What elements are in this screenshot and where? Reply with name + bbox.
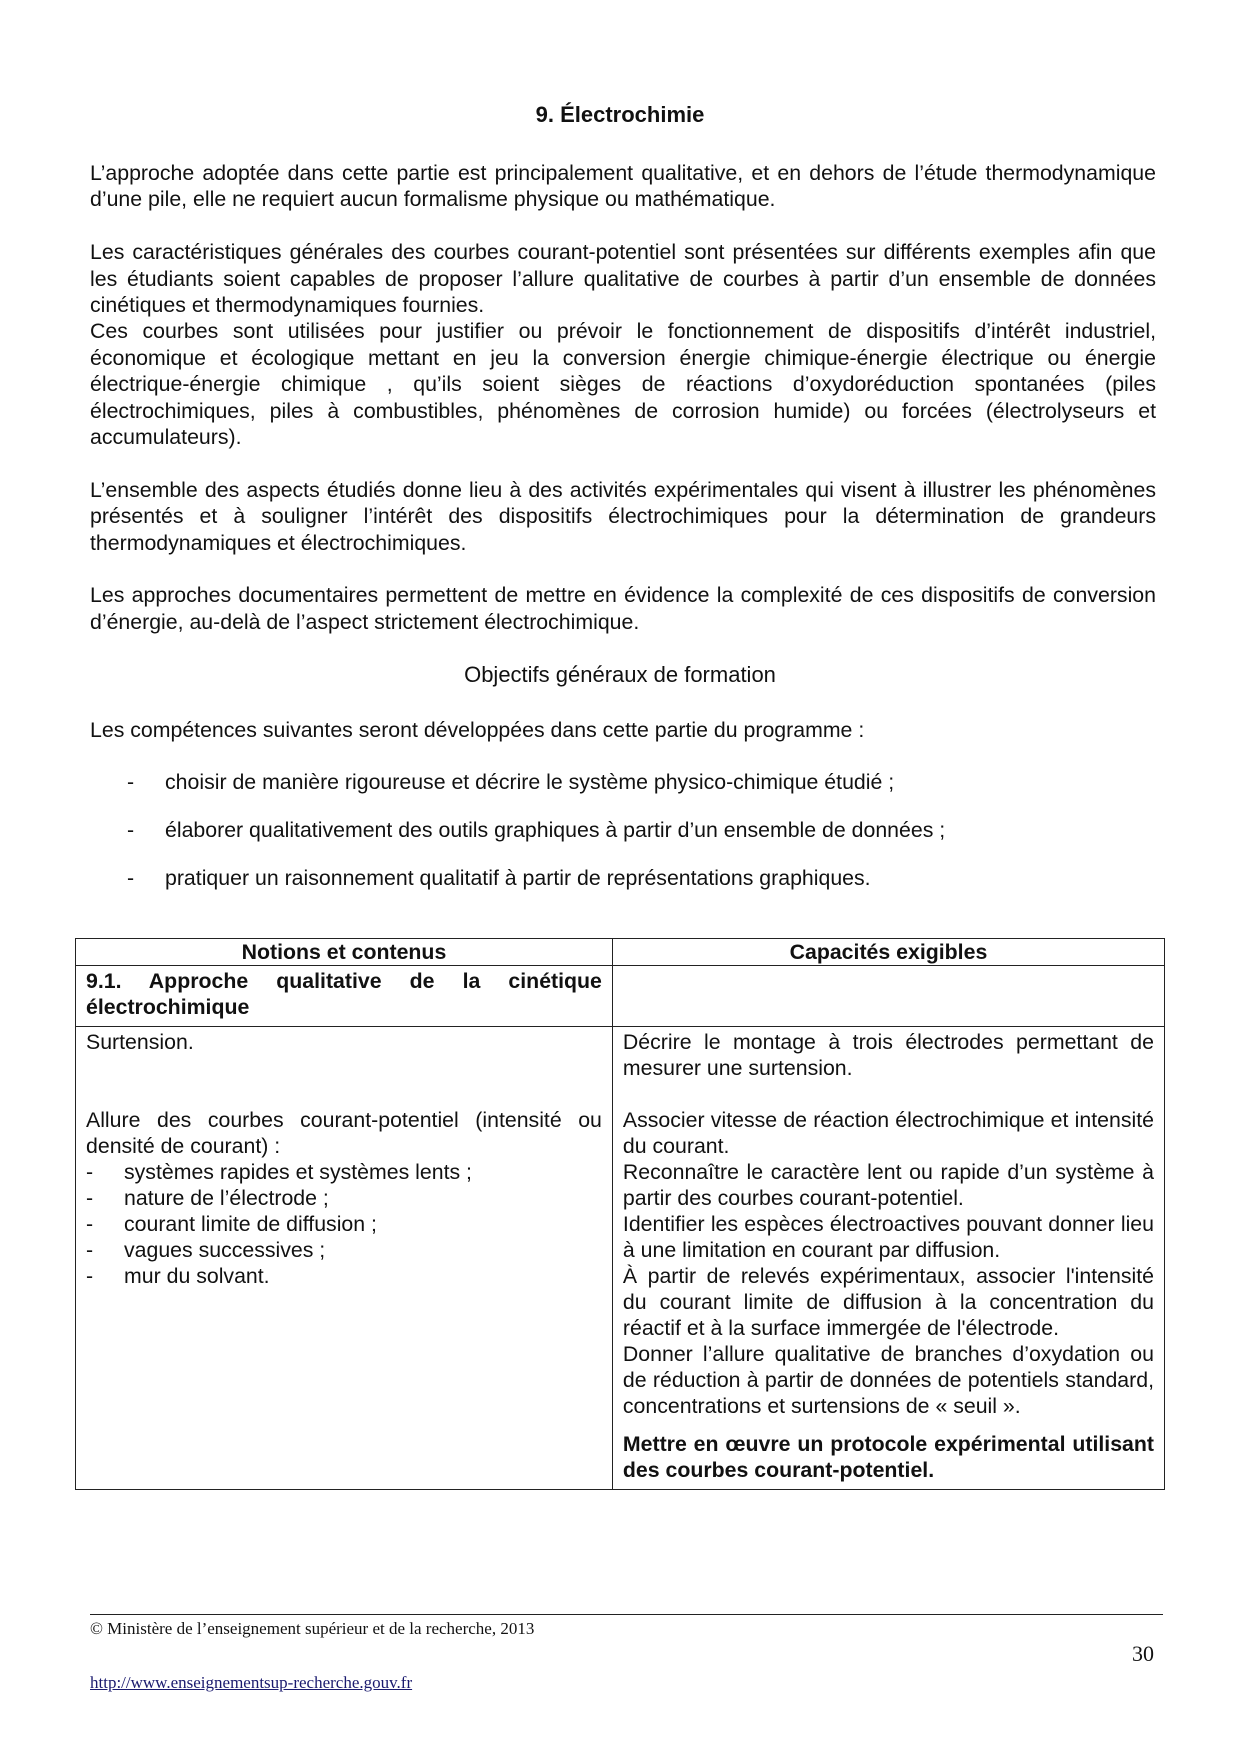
page-number: 30 bbox=[1132, 1641, 1154, 1666]
table-section-row bbox=[76, 966, 1165, 1027]
paragraph-experimental: L’ensemble des aspects étudiés donne lieu à des activités expérimentales qui visent à illustrer les phénomènes présentés et à souligner l’intérêt des dispositifs électrochimiques pour la détermination de grandeurs thermodynamiques et électrochimiques. bbox=[90, 477, 1156, 555]
paragraph-documentary: Les approches documentaires permettent de mettre en évidence la complexité de ces dispositifs de conversion d’énergie, au-delà de l’aspect strictement électrochimique. bbox=[90, 583, 1156, 634]
list-item: - mur du solvant. bbox=[86, 1264, 270, 1288]
list-item: - élaborer qualitativement des outils graphiques à partir d’un ensemble de données ; bbox=[127, 818, 946, 842]
capacity-item: Donner l’allure qualitative de branches d’oxydation ou de réduction à partir de données de potentiels standard, concentrations et surtensions de « seuil ». bbox=[622, 1342, 1154, 1418]
paragraph-approach: L’approche adoptée dans cette partie est principalement qualitative, et en dehors de l’étude thermodynamique d’une pile, elle ne requiert aucun formalisme physique ou mathématique. bbox=[90, 161, 1156, 212]
objectives-list bbox=[127, 770, 945, 914]
header-capacites: Capacités exigibles bbox=[612, 939, 1164, 966]
capacites-cell bbox=[612, 1027, 1164, 1490]
table-header-row bbox=[76, 939, 1165, 966]
capacity-item: Associer vitesse de réaction électrochimique et intensité du courant. bbox=[622, 1108, 1154, 1158]
notion-surtension: Surtension. bbox=[86, 1030, 194, 1054]
notions-cell bbox=[76, 1027, 613, 1490]
table-row bbox=[76, 1027, 1165, 1490]
intro-paragraphs bbox=[90, 160, 1156, 635]
capacity-surtension: Décrire le montage à trois électrodes permettant de mesurer une surtension. bbox=[622, 1030, 1154, 1080]
notion-list bbox=[86, 1159, 602, 1289]
footer-divider bbox=[90, 1614, 1163, 1615]
capacity-experimental: Mettre en œuvre un protocole expérimental utilisant des courbes courant-potentiel. bbox=[622, 1432, 1154, 1482]
capacity-item: Reconnaître le caractère lent ou rapide d’un système à partir des courbes courant-potentiel. bbox=[622, 1160, 1154, 1210]
list-item: - choisir de manière rigoureuse et décrire le système physico-chimique étudié ; bbox=[127, 770, 895, 794]
list-item: - nature de l’électrode ; bbox=[86, 1186, 329, 1210]
section-title: 9.1. Approche qualitative de la cinétique électrochimique bbox=[86, 969, 602, 1019]
section-title-cell bbox=[76, 966, 613, 1027]
page-title: 9. Électrochimie bbox=[535, 102, 705, 127]
list-item: - pratiquer un raisonnement qualitatif à partir de représentations graphiques. bbox=[127, 866, 871, 890]
paragraph-characteristics: Les caractéristiques générales des courbes courant-potentiel sont présentées sur différents exemples afin que les étudiants soient capables de proposer l’allure qualitative de courbes à partir d’un ensemble de données cinétiques et thermodynamiques fournies. bbox=[90, 240, 1156, 318]
list-item: - courant limite de diffusion ; bbox=[86, 1212, 377, 1236]
footer-copyright: © Ministère de l’enseignement supérieur et de la recherche, 2013 bbox=[90, 1619, 535, 1638]
notion-allure: Allure des courbes courant-potentiel (intensité ou densité de courant) : bbox=[86, 1108, 602, 1158]
capacity-item: Identifier les espèces électroactives pouvant donner lieu à une limitation en courant par diffusion. bbox=[622, 1212, 1154, 1262]
list-item: - vagues successives ; bbox=[86, 1238, 326, 1262]
objectives-heading: Objectifs généraux de formation bbox=[464, 662, 776, 687]
footer-link[interactable]: http://www.enseignementsup-recherche.gouv.fr bbox=[90, 1673, 413, 1692]
objectives-intro: Les compétences suivantes seront développées dans cette partie du programme : bbox=[90, 718, 865, 742]
capacity-item: À partir de relevés expérimentaux, associer l'intensité du courant limite de diffusion à la concentration du réactif et à la surface immergée de l'électrode. bbox=[622, 1264, 1154, 1340]
program-table bbox=[75, 938, 1165, 1490]
paragraph-usage: Ces courbes sont utilisées pour justifier ou prévoir le fonctionnement de dispositifs d’intérêt industriel, économique et écologique mettant en jeu la conversion énergie chimique-énergie électrique ou énergie électrique-énergie chimique , qu’ils soient sièges de réactions d’oxydoréduction spontanées (piles électrochimiques, piles à combustibles, phénomènes de corrosion humide) ou forcées (électrolyseurs et accumulateurs). bbox=[90, 319, 1156, 450]
list-item: - systèmes rapides et systèmes lents ; bbox=[86, 1160, 472, 1184]
header-notions: Notions et contenus bbox=[76, 939, 613, 966]
section-empty-cell bbox=[612, 966, 1164, 1027]
